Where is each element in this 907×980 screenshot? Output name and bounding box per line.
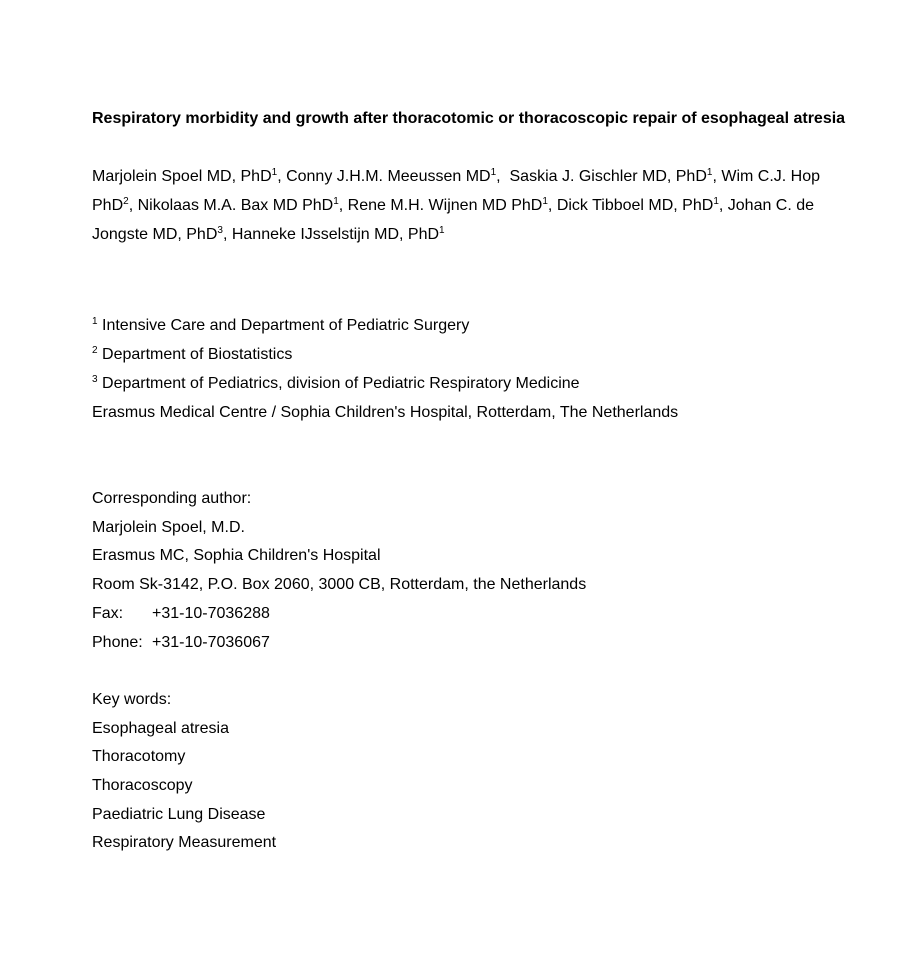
affiliation-list [92, 311, 852, 427]
corresponding-address: Room Sk-3142, P.O. Box 2060, 3000 CB, Rotterdam, the Netherlands [92, 576, 587, 594]
institution: Erasmus Medical Centre / Sophia Children's Hospital, Rotterdam, The Netherlands [92, 404, 679, 421]
phone-number: +31-10-7036067 [152, 633, 270, 651]
paper-title: Respiratory morbidity and growth after thoracotomic or thoracoscopic repair of esophageal atresia [92, 110, 846, 127]
affiliation-sup: 2 [92, 345, 98, 356]
fax-line [92, 600, 852, 629]
author-separator: , [712, 168, 722, 185]
author-name: Marjolein Spoel MD, PhD [92, 168, 272, 185]
author-name: Nikolaas M.A. Bax MD PhD [137, 197, 334, 214]
author-name: Saskia J. Gischler MD, PhD [509, 168, 707, 185]
keyword-item: Respiratory Measurement [92, 834, 277, 852]
document-page [92, 104, 852, 858]
author-affiliation-sup: 1 [542, 196, 548, 207]
affiliation-text: Department of Pediatrics, division of Pediatric Respiratory Medicine [102, 375, 580, 392]
affiliation-item [92, 369, 852, 398]
author-affiliation-sup: 1 [713, 196, 719, 207]
keywords-block [92, 686, 852, 858]
keywords-heading: Key words: [92, 690, 172, 708]
phone-line [92, 629, 852, 658]
author-separator: , [547, 197, 557, 214]
author-affiliation-sup: 1 [706, 167, 713, 178]
author-name: Hanneke IJsselstijn MD, PhD [231, 226, 440, 243]
author-affiliation-sup: 1 [490, 167, 497, 178]
author-affiliation-sup: 1 [271, 167, 278, 178]
corresponding-name: Marjolein Spoel, M.D. [92, 518, 245, 536]
affiliation-text: Intensive Care and Department of Pediatric Surgery [102, 317, 470, 334]
corresponding-author-block [92, 485, 852, 657]
author-separator: , [128, 197, 138, 214]
author-name: Rene M.H. Wijnen MD PhD [347, 197, 543, 214]
author-name: Dick Tibboel MD, PhD [556, 197, 714, 214]
affiliation-text: Department of Biostatistics [102, 346, 293, 363]
keyword-item: Esophageal atresia [92, 719, 229, 737]
author-separator: , [718, 197, 728, 214]
author-separator: , [496, 168, 510, 185]
author-separator: , [222, 226, 232, 243]
author-affiliation-sup: 2 [123, 196, 129, 207]
author-affiliation-sup: 1 [439, 225, 445, 236]
fax-number: +31-10-7036288 [152, 604, 270, 622]
author-name: Conny J.H.M. Meeussen MD [286, 168, 491, 185]
keyword-item: Thoracotomy [92, 748, 186, 766]
author-list [92, 162, 852, 249]
corresponding-organization: Erasmus MC, Sophia Children's Hospital [92, 547, 381, 565]
author-affiliation-sup: 3 [217, 225, 223, 236]
affiliation-item [92, 340, 852, 369]
keyword-item: Thoracoscopy [92, 777, 193, 795]
fax-label: Fax: [92, 604, 124, 622]
author-name: Johan C. de Jongste MD, PhD [92, 197, 815, 243]
phone-label: Phone: [92, 633, 143, 651]
corresponding-heading: Corresponding author: [92, 490, 252, 507]
affiliation-sup: 1 [92, 316, 98, 327]
author-separator: , [338, 197, 348, 214]
author-name: Wim C.J. Hop PhD [92, 168, 821, 214]
affiliation-sup: 3 [92, 374, 98, 385]
author-separator: , [277, 168, 287, 185]
affiliation-item [92, 311, 852, 340]
author-affiliation-sup: 1 [333, 196, 339, 207]
keyword-item: Paediatric Lung Disease [92, 805, 266, 823]
